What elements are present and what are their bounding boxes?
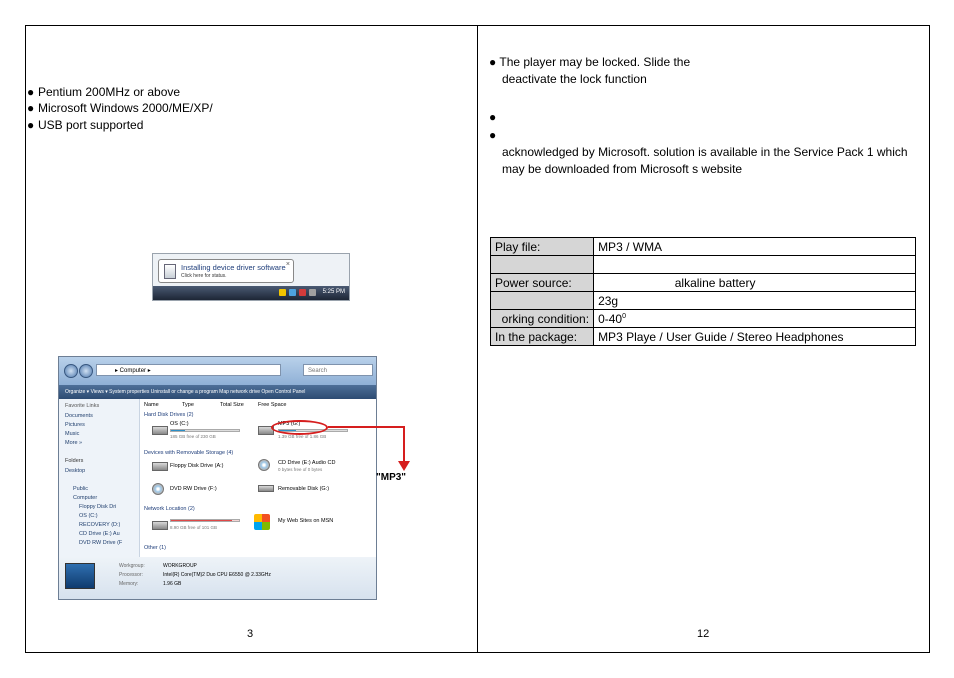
requirement-3: USB port supported [38, 118, 144, 132]
tree-recovery[interactable]: RECOVERY (D:) [79, 522, 121, 528]
spec-value: 23g [594, 292, 916, 310]
spec-table [490, 237, 916, 346]
favorite-documents[interactable]: Documents [65, 413, 93, 419]
tree-dvd[interactable]: DVD RW Drive (F [79, 540, 123, 546]
processor-label: Processor: [119, 572, 143, 578]
column-name[interactable]: Name [144, 402, 159, 408]
spec-key: In the package: [491, 328, 594, 346]
drive-mp3-label[interactable]: MP3 (G:) [278, 421, 301, 427]
group-network: Network Location (2) [144, 506, 195, 512]
spec-row [491, 238, 916, 256]
bullet-empty-2: ● [489, 128, 497, 142]
memory-label: Memory: [119, 581, 139, 587]
tree-os[interactable]: OS (C:) [79, 513, 98, 519]
spec-value-sup: 0 [622, 312, 626, 320]
spec-row [491, 274, 916, 292]
ms-note-line-2: may be downloaded from Microsoft s website [502, 162, 743, 176]
favorite-pictures[interactable]: Pictures [65, 422, 85, 428]
spec-key [491, 256, 594, 274]
spec-value [594, 310, 916, 328]
address-bar[interactable]: ▸ Computer ▸ [96, 364, 281, 376]
drive-cd[interactable]: CD Drive (E:) Audio CD [278, 460, 336, 466]
group-hdd: Hard Disk Drives (2) [144, 412, 194, 418]
network-free: 8.90 GB free of 101 GB [170, 525, 218, 530]
column-free-space[interactable]: Free Space [258, 402, 287, 408]
drive-cd-sub: 0 bytes free of 0 bytes [278, 467, 323, 472]
tree-floppy[interactable]: Floppy Disk Dri [79, 504, 117, 510]
bullet-empty-1: ● [489, 110, 497, 124]
drive-os-free: 185 GB free of 230 GB [170, 434, 216, 439]
tree-public[interactable]: Public [73, 486, 88, 492]
workgroup-label: Workgroup: [119, 563, 145, 569]
drive-dvd[interactable]: DVD RW Drive (F:) [170, 486, 217, 492]
group-other: Other (1) [144, 545, 167, 551]
ms-note-line-1: acknowledged by Microsoft. solution is available in the Service Pack 1 which [502, 145, 908, 159]
mp3-callout-label: "MP3" [376, 472, 407, 483]
spec-key: Play file: [491, 238, 594, 256]
spec-key [491, 292, 594, 310]
processor-value: Intel(R) Core(TM)2 Duo CPU E6550 @ 2.33GHz [163, 572, 271, 578]
tree-cd[interactable]: CD Drive (E:) Au [79, 531, 120, 537]
column-type[interactable]: Type [182, 402, 194, 408]
spec-value-text: 0-40 [598, 311, 623, 326]
favorite-more[interactable]: More » [65, 440, 83, 446]
spec-key: orking condition: [491, 310, 594, 328]
msn-sites[interactable]: My Web Sites on MSN [278, 518, 334, 524]
page-number-right: 12 [697, 628, 710, 640]
column-total-size[interactable]: Total Size [220, 402, 244, 408]
lock-note-line-2: deactivate the lock function [502, 72, 647, 86]
spec-key: Power source: [491, 274, 594, 292]
bullet-3: ● [27, 118, 35, 132]
command-bar[interactable]: Organize ▾ Views ▾ System properties Uninstall or change a program Map network drive Open Control Panel [59, 385, 376, 399]
balloon-title: Installing device driver software [181, 263, 286, 272]
spec-value: MP3 Playe / User Guide / Stereo Headphones [594, 328, 916, 346]
workgroup-value: WORKGROUP [163, 563, 197, 569]
balloon-subtitle: Click here for status. [181, 273, 227, 279]
requirement-2: Microsoft Windows 2000/ME/XP/ [38, 101, 213, 115]
folders-header[interactable]: Folders [65, 458, 84, 464]
lock-note-line-1: ● The player may be locked. Slide the [489, 55, 691, 69]
spec-value: alkaline battery [594, 274, 916, 292]
favorite-music[interactable]: Music [65, 431, 80, 437]
tree-computer[interactable]: Computer [73, 495, 98, 501]
spec-value [594, 256, 916, 274]
close-icon[interactable]: × [285, 261, 290, 268]
tree-desktop[interactable]: Desktop [65, 468, 86, 474]
spec-row [491, 310, 916, 328]
spec-value: MP3 / WMA [594, 238, 916, 256]
drive-floppy[interactable]: Floppy Disk Drive (A:) [170, 463, 224, 469]
bullet-2: ● [27, 101, 35, 115]
drive-removable[interactable]: Removable Disk (G:) [278, 486, 330, 492]
drive-mp3-free: 1.39 GB free of 1.86 GB [278, 434, 327, 439]
memory-value: 1.96 GB [163, 581, 182, 587]
clock: 5:25 PM [322, 289, 345, 295]
page-number-left: 3 [247, 628, 254, 640]
bullet-1: ● [27, 85, 35, 99]
spec-row [491, 256, 916, 274]
spec-row [491, 328, 916, 346]
favorites-header: Favorite Links [65, 403, 100, 409]
requirement-1: Pentium 200MHz or above [38, 85, 181, 99]
drive-os-label[interactable]: OS (C:) [170, 421, 189, 427]
spec-row [491, 292, 916, 310]
search-input[interactable]: Search [303, 364, 373, 376]
group-removable: Devices with Removable Storage (4) [144, 450, 234, 456]
